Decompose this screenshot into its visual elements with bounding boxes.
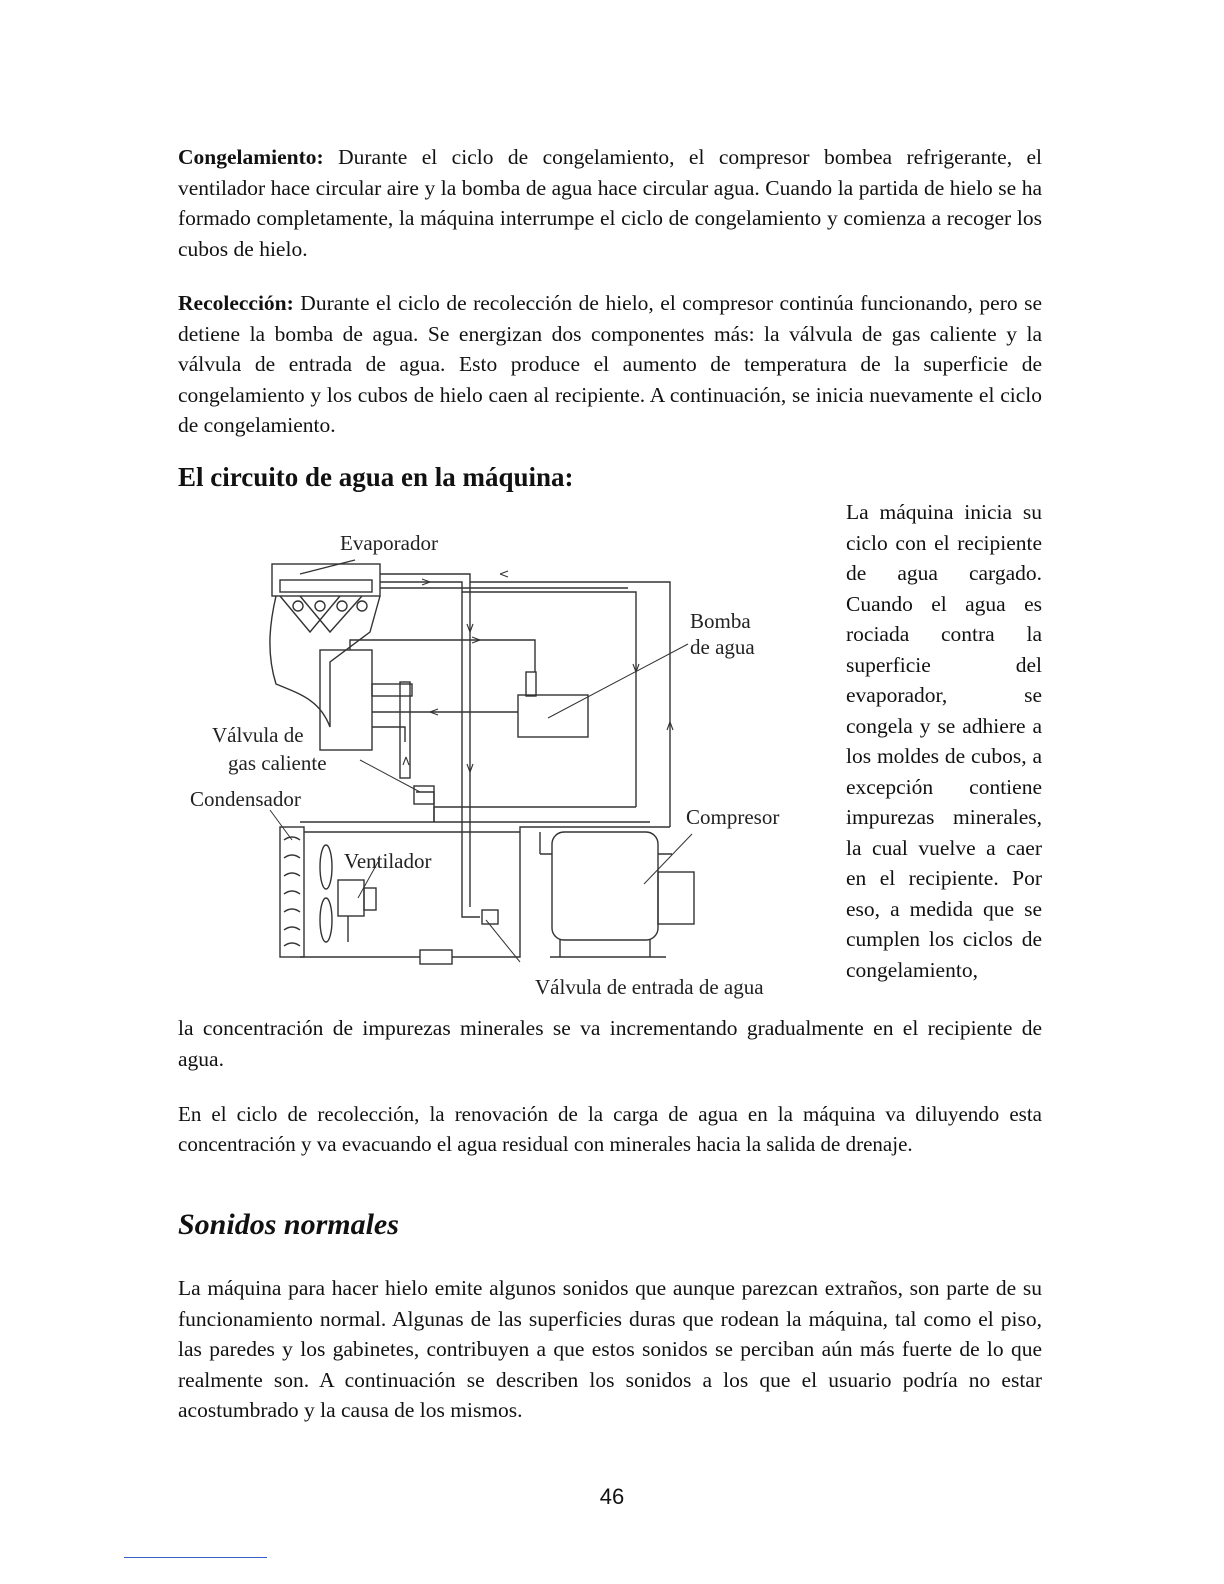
footer-rule bbox=[124, 1557, 267, 1558]
label-hot-gas-line1: Válvula de bbox=[212, 723, 304, 747]
water-circuit-heading: El circuito de agua en la máquina: bbox=[178, 462, 574, 492]
freezing-text: Durante el ciclo de congelamiento, el compresor bombea refrigerante, el ventilador hace circular aire y la bomba de agua hace circular agua. Cuando la partida de hielo se ha formado completamente, la máquina interrumpe el ciclo de congelamiento y comienza a recoger los cubos de hielo. bbox=[178, 145, 1042, 261]
condenser bbox=[280, 827, 520, 957]
freezing-paragraph bbox=[178, 142, 1042, 264]
water-circuit-diagram bbox=[180, 522, 820, 1012]
label-pump-line1: Bomba bbox=[690, 609, 751, 633]
label-fan: Ventilador bbox=[344, 849, 432, 873]
normal-sounds-paragraph: La máquina para hacer hielo emite algunos sonidos que aunque parezcan extraños, son parte de su funcionamiento normal. Algunas de las superficies duras que rodean la máquina, tal como el piso, las paredes y los gabinetes, contribuyen a que estos sonidos se perciban aún más fuerte de lo que realmente son. A continuación se describen los sonidos a los que el usuario podría no estar acostumbrado y la causa de los mismos. bbox=[178, 1276, 1042, 1422]
flow-arrows bbox=[403, 571, 673, 772]
water-tray bbox=[320, 650, 412, 778]
water-circuit-continuation: la concentración de impurezas minerales se va incrementando gradualmente en el recipiente de agua. bbox=[178, 1016, 1042, 1071]
compressor bbox=[540, 832, 694, 957]
freezing-label: Congelamiento: bbox=[178, 145, 324, 169]
harvest-note-paragraph: En el ciclo de recolección, la renovación de la carga de agua en la máquina va diluyendo esta concentración y va evacuando el agua residual con minerales hacia la salida de drenaje. bbox=[178, 1102, 1042, 1156]
page-number: 46 bbox=[599, 1484, 625, 1509]
piping bbox=[300, 574, 670, 964]
normal-sounds-heading: Sonidos normales bbox=[178, 1208, 399, 1241]
hot-gas-valve bbox=[414, 786, 434, 804]
harvest-text: Durante el ciclo de recolección de hielo, el compresor continúa funcionando, pero se detiene la bomba de agua. Se energizan dos componentes más: la válvula de gas caliente y la válvula de entrada de agua. Esto produce el aumento de temperatura de la superficie de congelamiento y los cubos de hielo caen al recipiente. A continuación, se inicia nuevamente el ciclo de congelamiento. bbox=[178, 291, 1042, 437]
label-compressor: Compresor bbox=[686, 805, 780, 829]
water-circuit-side-text: La máquina inicia su ciclo con el recipiente de agua cargado. Cuando el agua es rociada contra la superficie del evaporador, se congela y se adhiere a los moldes de cubos, a excepción contiene impurezas minerales, la cual vuelve a caer en el recipiente. Por eso, a medida que se cumplen los ciclos de congelamiento, bbox=[846, 500, 1042, 982]
label-hot-gas-line2: gas caliente bbox=[228, 751, 327, 775]
label-evaporator: Evaporador bbox=[340, 531, 438, 555]
label-condenser: Condensador bbox=[190, 787, 301, 811]
evaporator-unit bbox=[270, 560, 380, 727]
harvest-paragraph bbox=[178, 288, 1042, 441]
leader-lines bbox=[270, 644, 692, 962]
label-inlet-valve: Válvula de entrada de agua bbox=[535, 975, 764, 999]
inlet-valve bbox=[482, 910, 498, 924]
label-pump-line2: de agua bbox=[690, 635, 755, 659]
water-pump bbox=[518, 672, 588, 737]
harvest-label: Recolección: bbox=[178, 291, 294, 315]
